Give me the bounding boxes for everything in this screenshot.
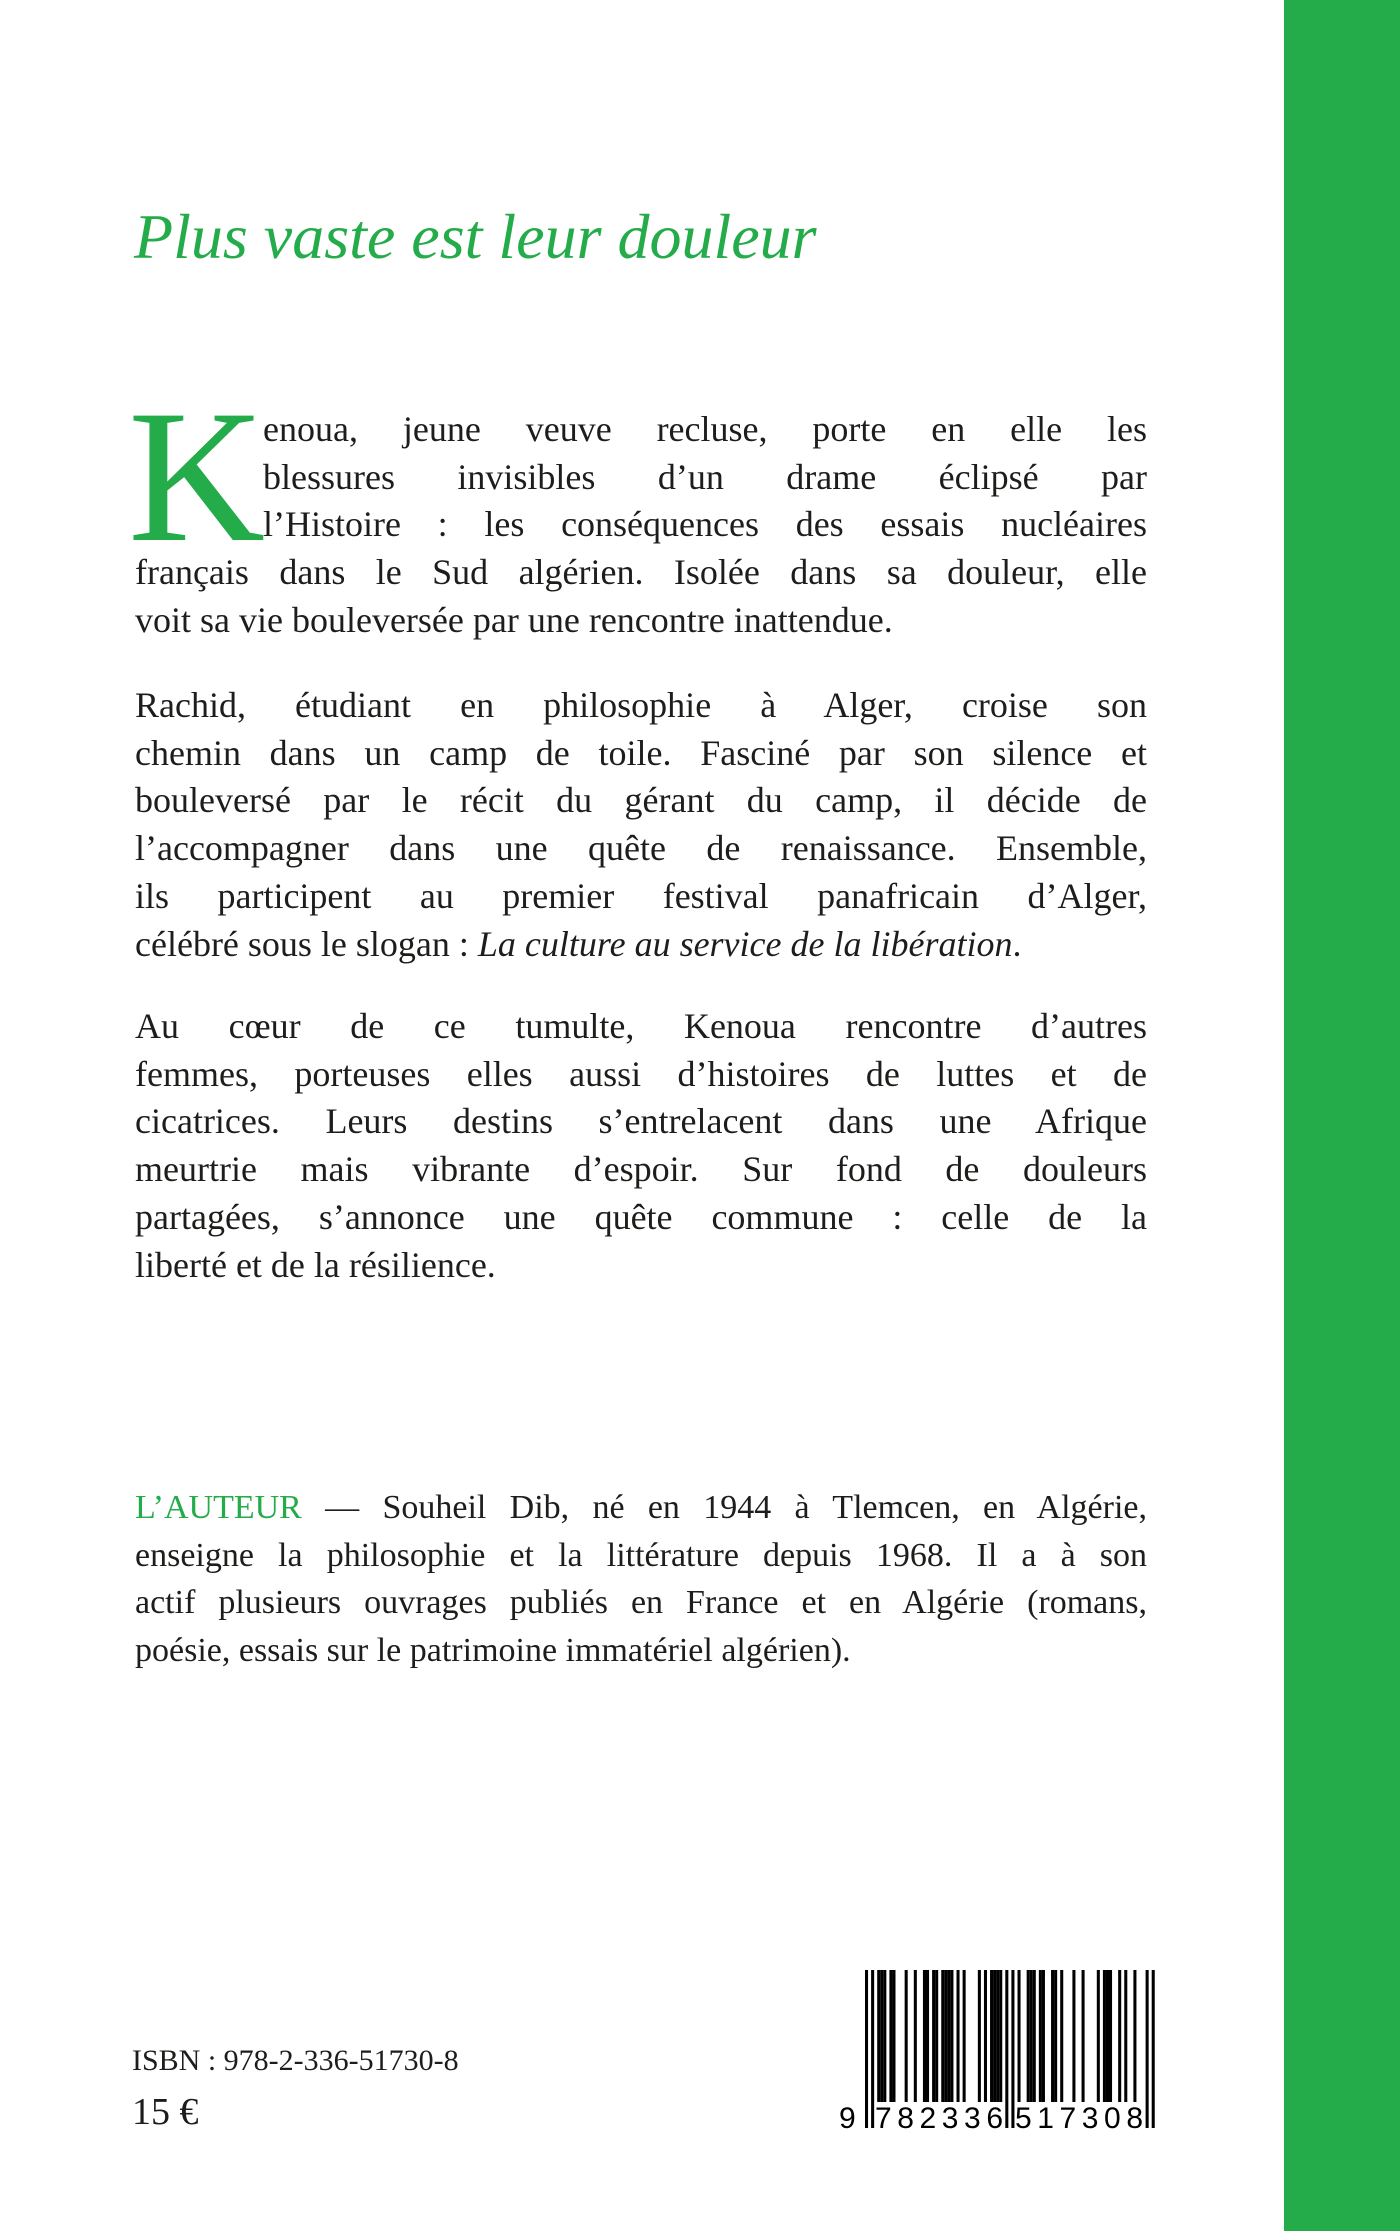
text-line: femmes, porteuses elles aussi d’histoires de luttes et de [135, 1053, 1147, 1094]
barcode-bar [1124, 1970, 1127, 2102]
text-line: blessures invisibles d’un drame éclipsé par [263, 456, 1147, 497]
barcode-bar [1106, 1970, 1109, 2102]
text-line: actif plusieurs ouvrages publiés en France et en Algérie (romans, [135, 1584, 1147, 1622]
barcode-bar [1054, 1970, 1057, 2102]
barcode-bar [1103, 1970, 1106, 2102]
barcode-bar [1018, 1970, 1021, 2102]
barcode-bar [1152, 1970, 1155, 2128]
text-line: bouleversé par le récit du gérant du camp, il décide de [135, 780, 1147, 821]
text-line [135, 921, 1147, 969]
text-line: cicatrices. Leurs destins s’entrelacent dans une Afrique [135, 1101, 1147, 1142]
barcode-bar [1146, 1970, 1149, 2128]
text-line: l’accompagner dans une quête de renaissance. Ensemble, [135, 828, 1147, 869]
barcode-bar [950, 1970, 953, 2102]
barcode-bar [1118, 1970, 1121, 2102]
text-line: liberté et de la résilience. [135, 1244, 496, 1285]
barcode-bar [880, 1970, 883, 2102]
text-span: . [1012, 923, 1022, 964]
barcode-bar [935, 1970, 938, 2102]
barcode-bar [963, 1970, 966, 2102]
barcode-bar [932, 1970, 935, 2102]
barcode-bar [984, 1970, 987, 2102]
spine-color-band [1284, 0, 1400, 2231]
barcode-bar [865, 1970, 868, 2128]
barcode-bar [1082, 1970, 1085, 2102]
ean13-barcode [835, 1968, 1165, 2133]
blurb-paragraph-2 [135, 682, 1147, 968]
barcode-bar [1051, 1970, 1054, 2102]
barcode-bar [1005, 1970, 1008, 2128]
barcode-bar [926, 1970, 929, 2102]
barcode-bar [947, 1970, 950, 2102]
barcode-bar [877, 1970, 880, 2102]
author-label: L’AUTEUR [135, 1489, 302, 1526]
price: 15 € [132, 2091, 199, 2133]
text-line: meurtrie mais vibrante d’espoir. Sur fond de douleurs [135, 1149, 1147, 1190]
barcode-bar [871, 1970, 874, 2128]
barcode-bar [923, 1970, 926, 2102]
barcode-bar [999, 1970, 1002, 2102]
text-line: français dans le Sud algérien. Isolée dans sa douleur, elle [135, 552, 1147, 593]
text-line: poésie, essais sur le patrimoine immatériel algérien). [135, 1632, 851, 1670]
barcode-bar [1011, 1970, 1014, 2128]
text-line: l’Histoire : les conséquences des essais nucléaires [263, 504, 1147, 545]
blurb-paragraph-1 [135, 406, 1147, 645]
text-span: célébré sous le slogan : [135, 923, 478, 964]
barcode-bar [889, 1970, 892, 2102]
barcode-bar [941, 1970, 944, 2102]
slogan-italic: La culture au service de la libération [477, 923, 1013, 964]
barcode-bar [990, 1970, 993, 2102]
barcode-bar [1027, 1970, 1030, 2102]
text-line: voit sa vie bouleversée par une rencontre inattendue. [135, 599, 893, 640]
barcode-right-digits: 517308 [1015, 2102, 1143, 2133]
drop-cap: K [128, 372, 266, 582]
barcode-bar [944, 1970, 947, 2102]
barcode-bar [883, 1970, 886, 2102]
barcode-bar [1039, 1970, 1042, 2102]
text-line: Rachid, étudiant en philosophie à Alger, croise son [135, 685, 1147, 725]
blurb-paragraph-3 [135, 1003, 1147, 1289]
barcode-bar [1030, 1970, 1033, 2102]
barcode-bar [1060, 1970, 1063, 2102]
text-line: ils participent au premier festival panafricain d’Alger, [135, 875, 1147, 916]
barcode-bar [957, 1970, 960, 2102]
isbn: ISBN : 978-2-336-51730-8 [132, 2044, 459, 2077]
text-line: partagées, s’annonce une quête commune : celle de la [135, 1196, 1147, 1237]
barcode-bar [905, 1970, 908, 2102]
barcode-bar [996, 1970, 999, 2102]
text-line [135, 1484, 1147, 1532]
barcode-first-digit: 9 [839, 2102, 856, 2133]
author-bio [135, 1484, 1147, 1675]
barcode-bar [1133, 1970, 1136, 2102]
barcode-bar [1042, 1970, 1045, 2102]
barcode-bar [1072, 1970, 1075, 2102]
book-title: Plus vaste est leur douleur [134, 201, 817, 272]
barcode-bar [1033, 1970, 1036, 2102]
barcode-bar [1109, 1970, 1112, 2102]
barcode-bar [914, 1970, 917, 2102]
text-span: — Souheil Dib, né en 1944 à Tlemcen, en Algérie, [301, 1489, 1147, 1526]
barcode-bar [1097, 1970, 1100, 2102]
barcode-bar [993, 1970, 996, 2102]
text-line: chemin dans un camp de toile. Fasciné par son silence et [135, 732, 1147, 773]
text-line: enoua, jeune veuve recluse, porte en elle les [263, 409, 1147, 449]
barcode-bar [892, 1970, 895, 2102]
text-line: enseigne la philosophie et la littérature depuis 1968. Il a à son [135, 1536, 1147, 1574]
barcode-bar [978, 1970, 981, 2102]
barcode-left-digits: 782336 [875, 2102, 1003, 2133]
text-line: Au cœur de ce tumulte, Kenoua rencontre d’autres [135, 1006, 1147, 1046]
